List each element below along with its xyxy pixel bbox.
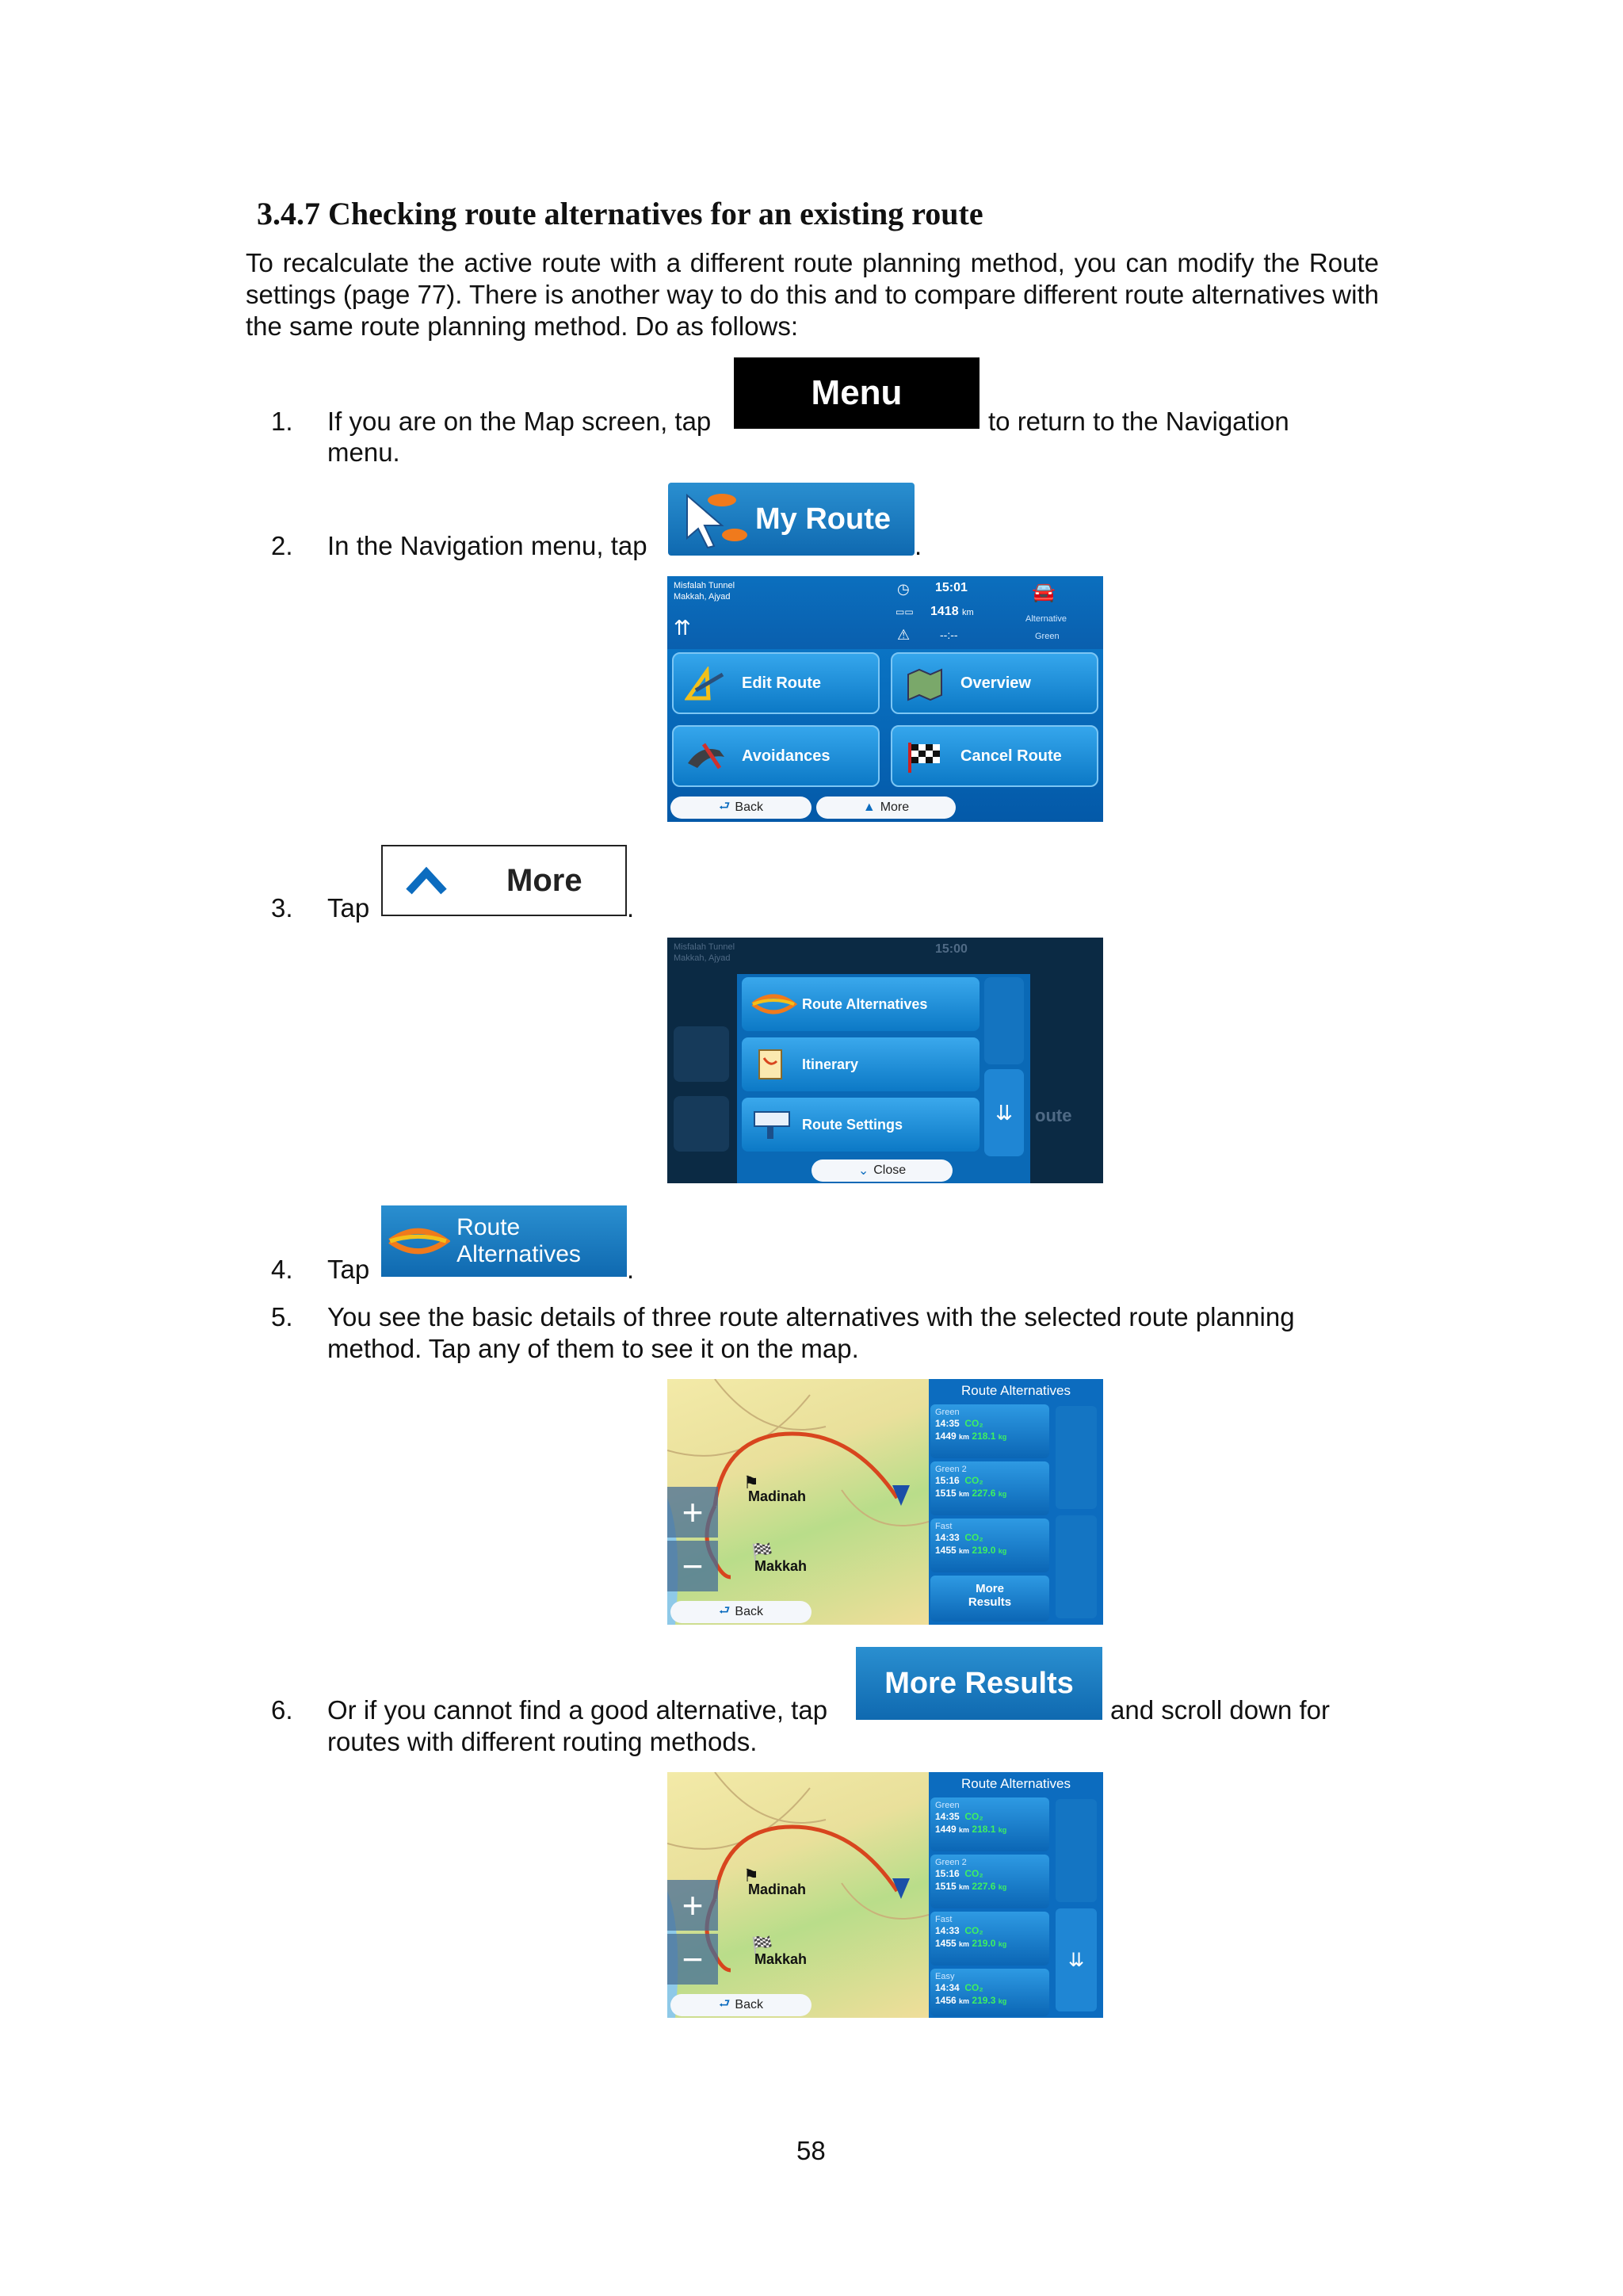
more-pill xyxy=(816,797,956,819)
route-info-bar xyxy=(667,576,1103,649)
edit-route-tile xyxy=(672,652,880,714)
route-alternatives-icon xyxy=(386,1221,450,1261)
scroll-up-button xyxy=(984,977,1024,1064)
step-text: If you are on the Map screen, tap xyxy=(327,407,712,436)
back-pill xyxy=(670,797,812,819)
scroll-down-icon: ⇊ xyxy=(1056,1908,1097,2011)
back-label: Back xyxy=(735,1605,763,1618)
alternative-card xyxy=(930,1519,1049,1572)
km-unit: km xyxy=(959,1940,970,1948)
alt-distance: 1455 xyxy=(935,1545,957,1556)
intro-paragraph: To recalculate the active route with a different route planning method, you can modify the Route settings (page 77). There is another way to do this and to compare different route alternatives with the same route planning method. Do as follows: xyxy=(246,248,1379,341)
my-route-label: My Route xyxy=(755,502,891,536)
back-pill xyxy=(670,1601,812,1623)
tile-label: Edit Route xyxy=(742,674,821,692)
alt-distance: 1515 xyxy=(935,1488,957,1499)
step-number: 5. xyxy=(271,1302,293,1331)
place-line-2: Makkah, Ajyad xyxy=(674,592,731,602)
zoom-out-icon: − xyxy=(667,1934,718,1985)
alt-distance: 1455 xyxy=(935,1938,957,1949)
warning-icon: ⚠ xyxy=(897,627,911,643)
cancel-route-tile xyxy=(891,725,1098,787)
kg-unit: kg xyxy=(998,1547,1007,1555)
back-arrow-icon: ⮐ xyxy=(719,799,731,813)
alt-time: 14:35 xyxy=(935,1811,960,1822)
alternative-card xyxy=(930,1797,1049,1851)
km-unit: km xyxy=(959,1883,970,1891)
odometer-icon: ▭▭ xyxy=(896,606,914,617)
route-alternatives-button-image xyxy=(381,1205,627,1277)
eta-time: 15:01 xyxy=(935,581,968,594)
step-text: and scroll down for xyxy=(1110,1695,1330,1725)
route-alternatives-screenshot xyxy=(667,1379,1103,1625)
km-unit: km xyxy=(959,1490,970,1498)
checkered-flag-icon: 🏁 xyxy=(751,1935,773,1955)
step-number: 3. xyxy=(271,893,293,923)
step-text: . xyxy=(915,531,922,560)
section-heading: 3.4.7 Checking route alternatives for an existing route xyxy=(257,196,983,231)
co2-label: CO₂ xyxy=(964,1475,983,1486)
city-label: Madinah xyxy=(748,1488,807,1504)
kg-unit: kg xyxy=(998,1883,1007,1891)
flag-icon: ⚑ xyxy=(743,1866,759,1885)
tile-label: Overview xyxy=(960,674,1031,692)
step-text: In the Navigation menu, tap xyxy=(327,531,647,560)
map-icon xyxy=(903,667,946,701)
flag-icon: ⚑ xyxy=(743,1473,759,1492)
alternative-card xyxy=(930,1461,1049,1515)
item-label: Itinerary xyxy=(802,1056,859,1072)
city-label: Makkah xyxy=(754,1951,808,1967)
step-number: 2. xyxy=(271,531,293,560)
more-results-line-2: Results xyxy=(968,1595,1012,1609)
itinerary-item xyxy=(742,1037,980,1091)
alt-time: 14:35 xyxy=(935,1418,960,1429)
alt-co2: 218.1 xyxy=(972,1431,996,1442)
co2-label: CO₂ xyxy=(964,1811,983,1822)
route-alternatives-icon xyxy=(750,991,797,1017)
back-arrow-icon: ⮐ xyxy=(719,1996,731,2011)
route-alternatives-label: Route Alternatives xyxy=(456,1214,581,1267)
itinerary-icon xyxy=(753,1047,788,1082)
alt-name: Green xyxy=(935,1801,960,1810)
step-number: 6. xyxy=(271,1695,293,1725)
step-text: . xyxy=(627,1255,635,1284)
alternative-card xyxy=(930,1969,1049,2016)
tile-label: Avoidances xyxy=(742,747,831,765)
close-label: Close xyxy=(873,1163,907,1177)
co2-label: CO₂ xyxy=(964,1868,983,1879)
step-text: to return to the Navigation xyxy=(988,407,1289,436)
tile-label: Cancel Route xyxy=(960,747,1062,765)
route-settings-item xyxy=(742,1098,980,1152)
step-text: Tap xyxy=(327,893,370,923)
alt-name: Green 2 xyxy=(935,1858,967,1867)
more-button-image xyxy=(381,845,627,916)
chevron-down-icon: ⌄ xyxy=(857,1164,869,1178)
zoom-in-icon: + xyxy=(667,1880,718,1931)
distance-unit: km xyxy=(962,608,974,617)
scroll-down-button xyxy=(1056,1515,1097,1618)
alt-name: Green 2 xyxy=(935,1465,967,1474)
close-pill xyxy=(812,1159,953,1182)
page-number: 58 xyxy=(796,2136,826,2165)
step-text: method. Tap any of them to see it on the map. xyxy=(327,1334,859,1363)
alt-time: 14:33 xyxy=(935,1532,960,1543)
chevron-up-icon xyxy=(383,866,470,895)
edit-route-icon xyxy=(685,667,727,701)
car-icon: 🚘 xyxy=(1032,582,1056,603)
scroll-up-button xyxy=(1056,1406,1097,1509)
kg-unit: kg xyxy=(998,1490,1007,1498)
alt-distance: 1456 xyxy=(935,1995,957,2006)
chevron-up-icon: ▲ xyxy=(862,800,876,814)
eta-time: 15:00 xyxy=(935,942,968,956)
step-text: . xyxy=(627,893,635,923)
checkered-flag-icon: 🏁 xyxy=(751,1542,773,1562)
alt-co2: 219.3 xyxy=(972,1995,996,2006)
my-route-button-image xyxy=(668,483,915,556)
road-icon: ⇈ xyxy=(674,616,691,640)
map-view xyxy=(667,1379,929,1625)
avoidances-tile xyxy=(672,725,880,787)
kg-unit: kg xyxy=(998,1826,1007,1834)
clock-icon: ◷ xyxy=(897,581,910,597)
km-unit: km xyxy=(959,1547,970,1555)
zoom-out-icon: − xyxy=(667,1541,718,1591)
kg-unit: kg xyxy=(998,1997,1007,2005)
alt-distance: 1515 xyxy=(935,1881,957,1892)
step-text: Tap xyxy=(327,1255,370,1284)
more-menu-screenshot xyxy=(667,938,1103,1183)
alt-time: 14:34 xyxy=(935,1982,960,1993)
step-number: 4. xyxy=(271,1255,293,1284)
method-value: Green xyxy=(1035,632,1060,641)
alternative-card xyxy=(930,1855,1049,1908)
map-view xyxy=(667,1772,929,2018)
more-label: More xyxy=(880,800,910,814)
co2-label: CO₂ xyxy=(964,1925,983,1936)
km-unit: km xyxy=(959,1433,970,1441)
alt-time: 15:16 xyxy=(935,1868,960,1879)
alt-co2: 227.6 xyxy=(972,1488,996,1499)
alt-name: Easy xyxy=(935,1972,955,1981)
place-line-2: Makkah, Ajyad xyxy=(674,953,731,963)
km-unit: km xyxy=(959,1826,970,1834)
more-results-line-1: More xyxy=(976,1582,1004,1595)
city-label: Madinah xyxy=(748,1881,807,1897)
item-label: Route Settings xyxy=(802,1116,903,1133)
scroll-up-button xyxy=(1056,1799,1097,1902)
distance-value: 1418 xyxy=(930,605,959,618)
checkered-flag-icon xyxy=(903,739,946,774)
alt-distance: 1449 xyxy=(935,1431,957,1442)
overview-tile xyxy=(891,652,1098,714)
eta-dash: --:-- xyxy=(940,628,958,641)
alt-time: 14:33 xyxy=(935,1925,960,1936)
alt-name: Green xyxy=(935,1408,960,1417)
back-label: Back xyxy=(735,1998,763,2011)
back-label: Back xyxy=(735,800,763,814)
dim-tile xyxy=(674,1096,729,1152)
alt-name: Fast xyxy=(935,1915,953,1924)
avoidances-icon xyxy=(685,739,727,774)
route-alternatives-item xyxy=(742,977,980,1031)
alt-co2: 227.6 xyxy=(972,1881,996,1892)
km-unit: km xyxy=(959,1997,970,2005)
alt-name: Fast xyxy=(935,1522,953,1531)
panel-title: Route Alternatives xyxy=(961,1383,1071,1398)
dim-tile xyxy=(674,1026,729,1082)
alternative-card xyxy=(930,1404,1049,1458)
co2-label: CO₂ xyxy=(964,1982,983,1993)
alternatives-panel xyxy=(929,1379,1103,1625)
my-route-icon xyxy=(673,489,749,549)
step-text: menu. xyxy=(327,437,400,467)
more-label: More xyxy=(506,862,582,898)
step-number: 1. xyxy=(271,407,293,436)
alternatives-panel xyxy=(929,1772,1103,2018)
place-line-1: Misfalah Tunnel xyxy=(674,581,735,590)
zoom-in-icon: + xyxy=(667,1487,718,1538)
step-text: Or if you cannot find a good alternative, tap xyxy=(327,1695,828,1725)
step-text: You see the basic details of three route alternatives with the selected route planning xyxy=(327,1302,1295,1331)
item-label: Route Alternatives xyxy=(802,995,928,1012)
co2-label: CO₂ xyxy=(964,1532,983,1543)
back-pill xyxy=(670,1994,812,2016)
scroll-down-icon: ⇊ xyxy=(984,1069,1024,1156)
method-label: Alternative xyxy=(1025,614,1067,624)
step-text: routes with different routing methods. xyxy=(327,1727,758,1756)
alt-co2: 218.1 xyxy=(972,1824,996,1835)
alt-distance: 1449 xyxy=(935,1824,957,1835)
kg-unit: kg xyxy=(998,1940,1007,1948)
alt-co2: 219.0 xyxy=(972,1938,996,1949)
more-popup xyxy=(737,974,1030,1183)
more-results-card xyxy=(930,1576,1049,1622)
alt-co2: 219.0 xyxy=(972,1545,996,1556)
route-alternatives-scrolled-screenshot xyxy=(667,1772,1103,2018)
alternative-card xyxy=(930,1912,1049,1966)
place-line-1: Misfalah Tunnel xyxy=(674,942,735,952)
city-label: Makkah xyxy=(754,1558,808,1574)
back-arrow-icon: ⮐ xyxy=(719,1603,731,1618)
partial-label: oute xyxy=(1035,1106,1072,1125)
menu-button-image: Menu xyxy=(734,357,980,429)
co2-label: CO₂ xyxy=(964,1418,983,1429)
kg-unit: kg xyxy=(998,1433,1007,1441)
route-settings-icon xyxy=(751,1109,792,1140)
panel-title: Route Alternatives xyxy=(961,1776,1071,1791)
alt-time: 15:16 xyxy=(935,1475,960,1486)
my-route-screenshot xyxy=(667,576,1103,822)
more-results-button-image: More Results xyxy=(856,1647,1102,1720)
